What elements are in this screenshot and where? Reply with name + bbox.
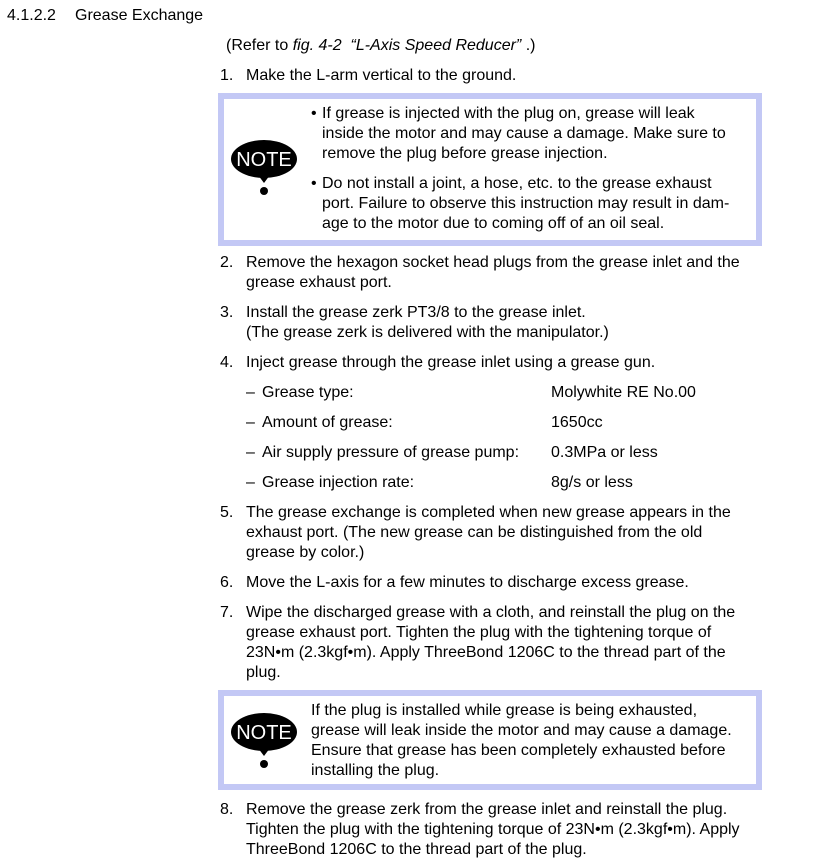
spec-value: 1650cc — [551, 414, 603, 431]
figure-reference — [226, 36, 535, 56]
step-number: 8. — [220, 801, 234, 818]
step-number: 6. — [220, 574, 234, 591]
note-line: port. Failure to observe this instruction may result in dam- — [322, 195, 730, 212]
bullet-mark: • — [311, 105, 317, 122]
note2-text — [311, 701, 732, 781]
note-line: inside the motor and may cause a damage. Make sure to — [322, 125, 726, 142]
note-line: Ensure that grease has been completely exhausted before — [311, 742, 726, 759]
step-number: 1. — [220, 67, 234, 84]
note-icon — [228, 712, 300, 768]
spec-label: Grease injection rate: — [262, 474, 415, 491]
spec-dash: – — [246, 474, 255, 491]
step-line: exhaust port. (The new grease can be distinguished from the old — [246, 524, 703, 541]
step-line: Wipe the discharged grease with a cloth, and reinstall the plug on the — [246, 604, 736, 621]
step-line: Install the grease zerk PT3/8 to the grease inlet. — [246, 304, 586, 321]
step-line: (The grease zerk is delivered with the manipulator.) — [246, 324, 609, 341]
step-text — [246, 66, 516, 86]
spec-value: 8g/s or less — [551, 474, 633, 491]
spec-dash: – — [246, 444, 255, 461]
step-line: Make the L-arm vertical to the ground. — [246, 67, 517, 84]
note-icon — [228, 139, 300, 195]
spec-value: Molywhite RE No.00 — [551, 384, 696, 401]
step-number: 5. — [220, 504, 234, 521]
reference-figure[interactable]: fig. 4-2 — [292, 37, 342, 54]
note1-bullet-1 — [322, 104, 726, 164]
step-line: Remove the grease zerk from the grease inlet and reinstall the plug. — [246, 801, 728, 818]
spec-value: 0.3MPa or less — [551, 444, 658, 461]
step-text — [246, 603, 735, 683]
note-icon-label: NOTE — [236, 149, 292, 171]
note1-bullet-2 — [322, 174, 729, 234]
step-line: grease exhaust port. Tighten the plug with the tightening torque of — [246, 624, 712, 641]
step-number: 7. — [220, 604, 234, 621]
note-box-1 — [218, 93, 762, 246]
step-line: Inject grease through the grease inlet using a grease gun. — [246, 354, 656, 371]
step-line: Move the L-axis for a few minutes to discharge excess grease. — [246, 574, 689, 591]
section-number: 4.1.2.2 — [7, 7, 56, 24]
step-line: Tighten the plug with the tightening torque of 23N•m (2.3kgf•m). Apply — [246, 821, 740, 838]
step-text — [246, 503, 731, 563]
step-number: 2. — [220, 254, 234, 271]
step-text — [246, 253, 740, 293]
note-line: If the plug is installed while grease is being exhausted, — [311, 702, 698, 719]
step-line: The grease exchange is completed when new grease appears in the — [246, 504, 731, 521]
step-line: 23N•m (2.3kgf•m). Apply ThreeBond 1206C to the thread part of the — [246, 644, 726, 661]
section-title: Grease Exchange — [75, 7, 204, 24]
spec-label: Grease type: — [262, 384, 354, 401]
step-line: grease by color.) — [246, 544, 365, 561]
note-line: Do not install a joint, a hose, etc. to the grease exhaust — [322, 175, 712, 192]
step-text — [246, 800, 740, 860]
spec-label: Amount of grease: — [262, 414, 393, 431]
spec-label: Air supply pressure of grease pump: — [262, 444, 520, 461]
step-line: Remove the hexagon socket head plugs from the grease inlet and the — [246, 254, 740, 271]
step-text — [246, 573, 689, 593]
note-line: age to the motor due to coming off of an oil seal. — [322, 215, 665, 232]
reference-prefix: (Refer to — [226, 37, 293, 54]
step-text — [246, 303, 609, 343]
note-line: If grease is injected with the plug on, grease will leak — [322, 105, 695, 122]
step-number: 4. — [220, 354, 234, 371]
step-number: 3. — [220, 304, 234, 321]
step-line: ThreeBond 1206C to the thread part of the plug. — [246, 841, 587, 858]
spec-dash: – — [246, 384, 255, 401]
bullet-mark: • — [311, 175, 317, 192]
reference-caption: “L-Axis Speed Reducer” — [350, 37, 522, 54]
note-line: grease will leak inside the motor and may cause a damage. — [311, 722, 732, 739]
step-line: plug. — [246, 664, 281, 681]
note-icon-label: NOTE — [236, 722, 292, 744]
note-line: remove the plug before grease injection. — [322, 145, 608, 162]
reference-suffix: .) — [521, 37, 536, 54]
spec-dash: – — [246, 414, 255, 431]
step-text — [246, 353, 655, 373]
note-line: installing the plug. — [311, 762, 440, 779]
step-line: grease exhaust port. — [246, 274, 392, 291]
note-box-2 — [218, 690, 762, 790]
